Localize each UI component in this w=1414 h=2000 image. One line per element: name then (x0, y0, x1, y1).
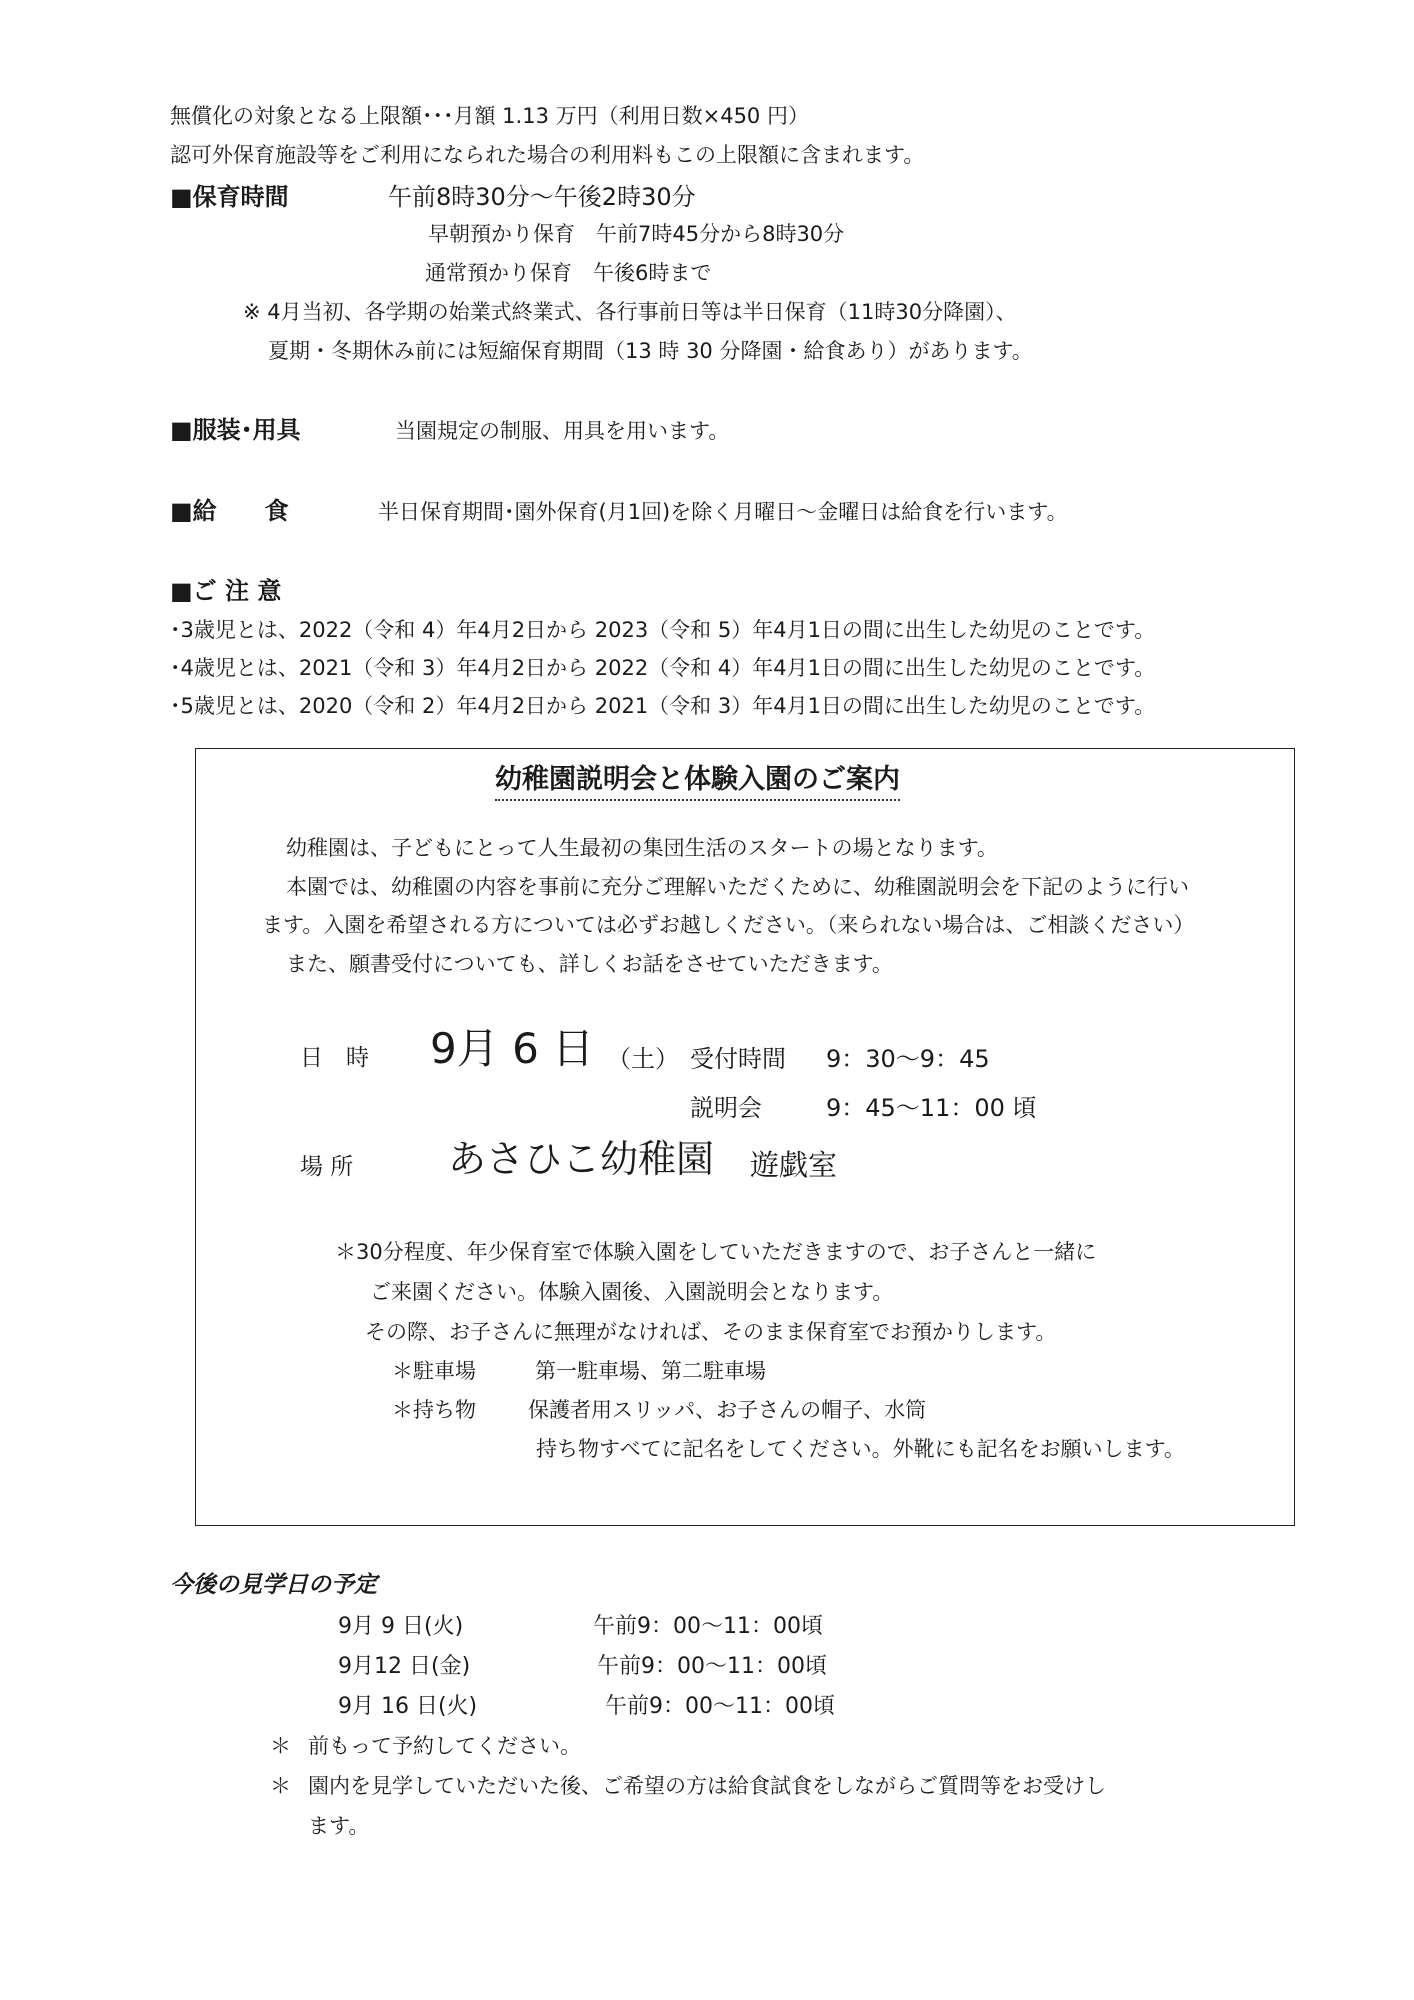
visit-date-3: 9月 16 日(火) (338, 1694, 478, 1719)
visit-note-2a: 園内を見学していただいた後、ご希望の方は給食試食をしながらご質問等をお受けし (308, 1774, 1106, 1798)
reception-time: 9：30～9：45 (826, 1045, 990, 1073)
uniform-heading: ■服装･用具 (170, 416, 301, 444)
info-paragraph-3: また、願書受付についても、詳しくお話をさせていただきます。 (286, 952, 893, 976)
reception-label: 受付時間 (690, 1045, 786, 1073)
info-paragraph-2b: ます。入園を希望される方については必ずお越しください。（来られない場合は、ご相談ください） (262, 913, 1195, 937)
lunch-heading: ■給 食 (170, 497, 289, 525)
event-date: 9月 6 日 (430, 1024, 595, 1073)
detail-2: ご来園ください。体験入園後、入園説明会となります。 (370, 1280, 894, 1304)
belongings-text-1: 保護者用スリッパ、お子さんの帽子、水筒 (528, 1398, 927, 1422)
place-label: 場 所 (300, 1154, 354, 1180)
uniform-text: 当園規定の制服、用具を用います。 (395, 419, 730, 443)
visits-heading: 今後の見学日の予定 (170, 1572, 377, 1598)
hours-note-2: 夏期・冬期休み前には短縮保育期間（13 時 30 分降園・給食あり）があります。 (268, 339, 1033, 363)
datetime-label: 日 時 (300, 1045, 369, 1071)
hours-early: 早朝預かり保育 午前7時45分から8時30分 (428, 222, 845, 246)
venue-name: あさひこ幼稚園 (448, 1137, 715, 1181)
fee-inclusion-text: 認可外保育施設等をご利用になられた場合の利用料もこの上限額に含まれます。 (170, 143, 925, 167)
venue-room: 遊戯室 (750, 1148, 838, 1182)
lunch-text: 半日保育期間･園外保育(月1回)を除く月曜日～金曜日は給食を行います。 (378, 500, 1068, 524)
visit-date-2: 9月12 日(金) (338, 1654, 471, 1679)
belongings-text-2: 持ち物すべてに記名をしてください。外靴にも記名をお願いします。 (536, 1437, 1185, 1461)
parking-label: ＊駐車場 (392, 1359, 476, 1383)
notes-item-4yo: ･4歳児とは、2021（令和 3）年4月2日から 2022（令和 4）年4月1日の間に出生した幼児のことです。 (170, 656, 1156, 680)
notes-heading: ■ご 注 意 (170, 577, 282, 605)
hours-regular: 通常預かり保育 午後6時まで (425, 261, 712, 285)
visit-time-2: 午前9：00～11：00頃 (597, 1654, 827, 1679)
visit-note-1: 前もって予約してください。 (308, 1734, 581, 1758)
info-box-title: 幼稚園説明会と体験入園のご案内 (495, 757, 900, 801)
parking-text: 第一駐車場、第二駐車場 (535, 1359, 766, 1383)
session-label: 説明会 (690, 1094, 762, 1122)
hours-heading: ■保育時間 (170, 183, 289, 211)
hours-note-1: ※ 4月当初、各学期の始業式終業式、各行事前日等は半日保育（11時30分降園）、 (243, 300, 1017, 324)
hours-main: 午前8時30分～午後2時30分 (388, 183, 696, 211)
visit-date-1: 9月 9 日(火) (338, 1614, 464, 1639)
detail-1: ＊30分程度、年少保育室で体験入園をしていただきますので、お子さんと一緒に (335, 1240, 1097, 1264)
visit-note-1-mark: ＊ (270, 1734, 291, 1758)
detail-3: その際、お子さんに無理がなければ、そのまま保育室でお預かりします。 (365, 1320, 1057, 1344)
visit-time-3: 午前9：00～11：00頃 (605, 1694, 835, 1719)
visit-time-1: 午前9：00～11：00頃 (593, 1614, 823, 1639)
visit-note-2b: ます。 (308, 1814, 370, 1838)
visit-note-2-mark: ＊ (270, 1774, 291, 1798)
info-paragraph-2a: 本園では、幼稚園の内容を事前に充分ご理解いただくために、幼稚園説明会を下記のように行い (286, 875, 1189, 899)
session-time: 9：45～11：00 頃 (826, 1094, 1037, 1122)
event-weekday: （土） (607, 1045, 679, 1073)
info-paragraph-1: 幼稚園は、子どもにとって人生最初の集団生活のスタートの場となります。 (286, 836, 998, 860)
belongings-label: ＊持ち物 (392, 1398, 476, 1422)
notes-item-3yo: ･3歳児とは、2022（令和 4）年4月2日から 2023（令和 5）年4月1日の間に出生した幼児のことです。 (170, 618, 1156, 642)
notes-item-5yo: ･5歳児とは、2020（令和 2）年4月2日から 2021（令和 3）年4月1日の間に出生した幼児のことです。 (170, 694, 1156, 718)
fee-limit-text: 無償化の対象となる上限額･･･月額 1.13 万円（利用日数×450 円） (170, 104, 809, 128)
